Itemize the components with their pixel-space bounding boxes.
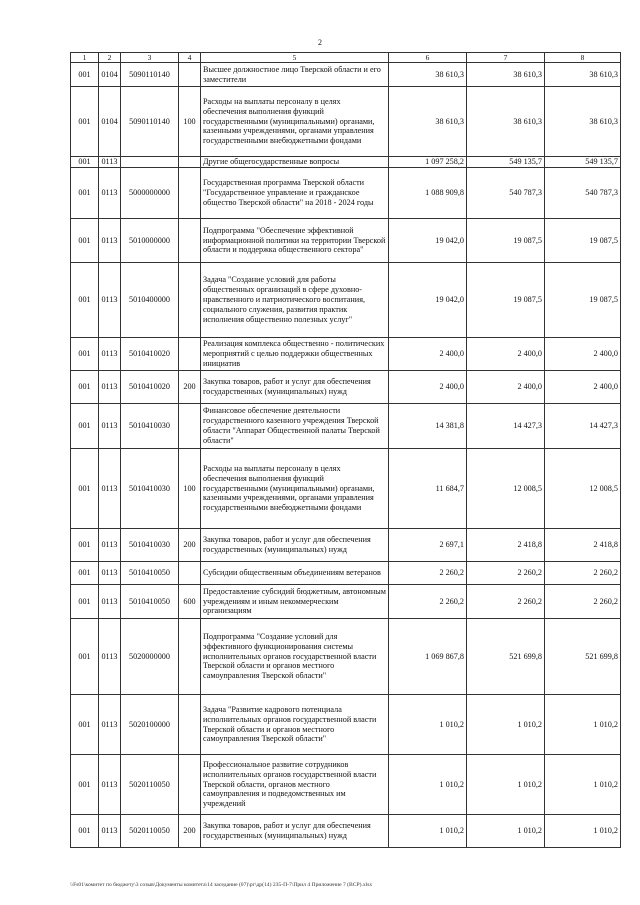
- target-code-cell: 5010410020: [121, 338, 179, 371]
- amount-cell: 521 699,8: [545, 619, 621, 695]
- amount-cell: 19 087,5: [545, 219, 621, 263]
- code-cell: 001: [71, 338, 99, 371]
- col-header: 7: [467, 53, 545, 63]
- amount-cell: 2 400,0: [467, 338, 545, 371]
- amount-cell: 540 787,3: [545, 168, 621, 219]
- code-cell: 001: [71, 619, 99, 695]
- col-header: 6: [389, 53, 467, 63]
- amount-cell: 549 135,7: [467, 157, 545, 168]
- amount-cell: 1 069 867,8: [389, 619, 467, 695]
- expense-type-cell: 100: [179, 449, 201, 529]
- amount-cell: 14 427,3: [467, 404, 545, 449]
- amount-cell: 2 260,2: [545, 562, 621, 585]
- description-cell: Субсидии общественным объединениям ветеранов: [201, 562, 389, 585]
- description-cell: Закупка товаров, работ и услуг для обеспечения государственных (муниципальных) нужд: [201, 815, 389, 848]
- code-cell: 001: [71, 585, 99, 619]
- table-row: [71, 219, 621, 263]
- col-header: 3: [121, 53, 179, 63]
- col-header: 5: [201, 53, 389, 63]
- table-row: [71, 529, 621, 562]
- description-cell: Государственная программа Тверской области "Государственное управление и гражданское общество Тверской области" на 2018 - 2024 годы: [201, 168, 389, 219]
- amount-cell: 38 610,3: [467, 63, 545, 87]
- table-row: [71, 263, 621, 338]
- code-cell: 001: [71, 87, 99, 157]
- col-header: 2: [99, 53, 121, 63]
- section-cell: 0113: [99, 585, 121, 619]
- section-cell: 0113: [99, 263, 121, 338]
- expense-type-cell: [179, 263, 201, 338]
- amount-cell: 1 010,2: [467, 755, 545, 815]
- amount-cell: 12 008,5: [467, 449, 545, 529]
- description-cell: Профессиональное развитие сотрудников исполнительных органов государственной власти Тверской области, органов местного самоуправления и подведомственных им учреждений: [201, 755, 389, 815]
- table-row: [71, 168, 621, 219]
- section-cell: 0104: [99, 87, 121, 157]
- amount-cell: 2 400,0: [467, 371, 545, 404]
- table-row: [71, 63, 621, 87]
- description-cell: Закупка товаров, работ и услуг для обеспечения государственных (муниципальных) нужд: [201, 529, 389, 562]
- expense-type-cell: 600: [179, 585, 201, 619]
- code-cell: 001: [71, 449, 99, 529]
- amount-cell: 14 427,3: [545, 404, 621, 449]
- expense-type-cell: 200: [179, 529, 201, 562]
- amount-cell: 1 010,2: [389, 755, 467, 815]
- amount-cell: 19 087,5: [467, 263, 545, 338]
- amount-cell: 2 400,0: [389, 371, 467, 404]
- expense-type-cell: [179, 695, 201, 755]
- amount-cell: 11 684,7: [389, 449, 467, 529]
- section-cell: 0113: [99, 157, 121, 168]
- code-cell: 001: [71, 562, 99, 585]
- code-cell: 001: [71, 529, 99, 562]
- amount-cell: 1 088 909,8: [389, 168, 467, 219]
- section-cell: 0113: [99, 449, 121, 529]
- amount-cell: 19 042,0: [389, 263, 467, 338]
- amount-cell: 2 260,2: [467, 585, 545, 619]
- amount-cell: 1 010,2: [467, 695, 545, 755]
- amount-cell: 19 042,0: [389, 219, 467, 263]
- amount-cell: 540 787,3: [467, 168, 545, 219]
- section-cell: 0104: [99, 63, 121, 87]
- col-header: 4: [179, 53, 201, 63]
- target-code-cell: 5010410030: [121, 529, 179, 562]
- target-code-cell: 5010410050: [121, 562, 179, 585]
- table-row: [71, 619, 621, 695]
- expense-type-cell: [179, 338, 201, 371]
- amount-cell: 1 010,2: [467, 815, 545, 848]
- amount-cell: 1 010,2: [545, 755, 621, 815]
- description-cell: Задача "Создание условий для работы общественных организаций в сфере духовно-нравственного и патриотического воспитания, социального служения, развития практик исполнения общественно полезных услуг": [201, 263, 389, 338]
- table-row: [71, 695, 621, 755]
- section-cell: 0113: [99, 562, 121, 585]
- target-code-cell: 5020100000: [121, 695, 179, 755]
- expense-type-cell: 200: [179, 815, 201, 848]
- amount-cell: 38 610,3: [389, 63, 467, 87]
- page-number: 2: [318, 38, 322, 47]
- description-cell: Высшее должностное лицо Тверской области и его заместители: [201, 63, 389, 87]
- table-row: [71, 157, 621, 168]
- section-cell: 0113: [99, 168, 121, 219]
- amount-cell: 2 400,0: [389, 338, 467, 371]
- expense-type-cell: [179, 219, 201, 263]
- col-header: 8: [545, 53, 621, 63]
- description-cell: Расходы на выплаты персоналу в целях обеспечения выполнения функций государственными (муниципальными) органами, казенными учреждениями, органами управления государственными внебюджетными фондами: [201, 449, 389, 529]
- amount-cell: 549 135,7: [545, 157, 621, 168]
- description-cell: Подпрограмма "Создание условий для эффективного функционирования системы исполнительных органов государственной власти Тверской области и органов местного самоуправления Тверской области": [201, 619, 389, 695]
- target-code-cell: 5010410050: [121, 585, 179, 619]
- code-cell: 001: [71, 168, 99, 219]
- code-cell: 001: [71, 371, 99, 404]
- target-code-cell: 5020110050: [121, 755, 179, 815]
- description-cell: Другие общегосударственные вопросы: [201, 157, 389, 168]
- code-cell: 001: [71, 695, 99, 755]
- amount-cell: 2 697,1: [389, 529, 467, 562]
- section-cell: 0113: [99, 755, 121, 815]
- code-cell: 001: [71, 219, 99, 263]
- description-cell: Задача "Развитие кадрового потенциала исполнительных органов государственной власти Тверской области и органов местного самоуправления Тверской области": [201, 695, 389, 755]
- target-code-cell: 5000000000: [121, 168, 179, 219]
- target-code-cell: 5010410030: [121, 404, 179, 449]
- code-cell: 001: [71, 157, 99, 168]
- amount-cell: 1 010,2: [389, 695, 467, 755]
- section-cell: 0113: [99, 619, 121, 695]
- section-cell: 0113: [99, 815, 121, 848]
- section-cell: 0113: [99, 695, 121, 755]
- amount-cell: 521 699,8: [467, 619, 545, 695]
- table-row: [71, 755, 621, 815]
- file-path-footer: \\Fs01\комитет по бюджету\3 созыв\Документы комитета\14 заседание (07)\рг\др(14) 235-П-7\Прил 4 Приложение 7 (ВСР).xlsx: [70, 882, 373, 888]
- amount-cell: 1 010,2: [545, 815, 621, 848]
- expense-type-cell: [179, 63, 201, 87]
- target-code-cell: 5010000000: [121, 219, 179, 263]
- amount-cell: 38 610,3: [467, 87, 545, 157]
- amount-cell: 1 097 258,2: [389, 157, 467, 168]
- target-code-cell: 5010410020: [121, 371, 179, 404]
- table-row: [71, 87, 621, 157]
- expense-type-cell: [179, 404, 201, 449]
- description-cell: Финансовое обеспечение деятельности государственного казенного учреждения Тверской области "Аппарат Общественной палаты Тверской области": [201, 404, 389, 449]
- expense-type-cell: 100: [179, 87, 201, 157]
- amount-cell: 38 610,3: [389, 87, 467, 157]
- code-cell: 001: [71, 263, 99, 338]
- code-cell: 001: [71, 815, 99, 848]
- expense-type-cell: [179, 619, 201, 695]
- amount-cell: 14 381,8: [389, 404, 467, 449]
- description-cell: Расходы на выплаты персоналу в целях обеспечения выполнения функций государственными (муниципальными) органами, казенными учреждениями, органами управления государственными внебюджетными фондами: [201, 87, 389, 157]
- expense-type-cell: 200: [179, 371, 201, 404]
- amount-cell: 19 087,5: [545, 263, 621, 338]
- table-row: [71, 449, 621, 529]
- amount-cell: 2 400,0: [545, 338, 621, 371]
- expense-type-cell: [179, 157, 201, 168]
- expense-type-cell: [179, 755, 201, 815]
- amount-cell: 2 260,2: [467, 562, 545, 585]
- target-code-cell: 5010410030: [121, 449, 179, 529]
- table-row: [71, 338, 621, 371]
- description-cell: Предоставление субсидий бюджетным, автономным учреждениям и иным некоммерческим организациям: [201, 585, 389, 619]
- column-number-row: [71, 53, 621, 63]
- target-code-cell: 5090110140: [121, 87, 179, 157]
- amount-cell: 1 010,2: [545, 695, 621, 755]
- target-code-cell: 5010400000: [121, 263, 179, 338]
- amount-cell: 2 260,2: [389, 585, 467, 619]
- amount-cell: 2 418,8: [545, 529, 621, 562]
- section-cell: 0113: [99, 338, 121, 371]
- target-code-cell: 5020110050: [121, 815, 179, 848]
- code-cell: 001: [71, 63, 99, 87]
- amount-cell: 38 610,3: [545, 63, 621, 87]
- code-cell: 001: [71, 755, 99, 815]
- amount-cell: 2 260,2: [389, 562, 467, 585]
- table-row: [71, 404, 621, 449]
- table-row: [71, 371, 621, 404]
- table-row: [71, 562, 621, 585]
- section-cell: 0113: [99, 404, 121, 449]
- table-row: [71, 585, 621, 619]
- budget-table: [70, 52, 621, 848]
- amount-cell: 2 400,0: [545, 371, 621, 404]
- amount-cell: 12 008,5: [545, 449, 621, 529]
- description-cell: Закупка товаров, работ и услуг для обеспечения государственных (муниципальных) нужд: [201, 371, 389, 404]
- target-code-cell: 5090110140: [121, 63, 179, 87]
- col-header: 1: [71, 53, 99, 63]
- amount-cell: 2 418,8: [467, 529, 545, 562]
- target-code-cell: [121, 157, 179, 168]
- target-code-cell: 5020000000: [121, 619, 179, 695]
- amount-cell: 1 010,2: [389, 815, 467, 848]
- section-cell: 0113: [99, 529, 121, 562]
- table-row: [71, 815, 621, 848]
- expense-type-cell: [179, 562, 201, 585]
- expense-type-cell: [179, 168, 201, 219]
- code-cell: 001: [71, 404, 99, 449]
- section-cell: 0113: [99, 219, 121, 263]
- amount-cell: 19 087,5: [467, 219, 545, 263]
- description-cell: Подпрограмма "Обеспечение эффективной информационной политики на территории Тверской области и поддержка общественного сектора": [201, 219, 389, 263]
- amount-cell: 38 610,3: [545, 87, 621, 157]
- amount-cell: 2 260,2: [545, 585, 621, 619]
- section-cell: 0113: [99, 371, 121, 404]
- description-cell: Реализация комплекса общественно - политических мероприятий с целью поддержки общественных инициатив: [201, 338, 389, 371]
